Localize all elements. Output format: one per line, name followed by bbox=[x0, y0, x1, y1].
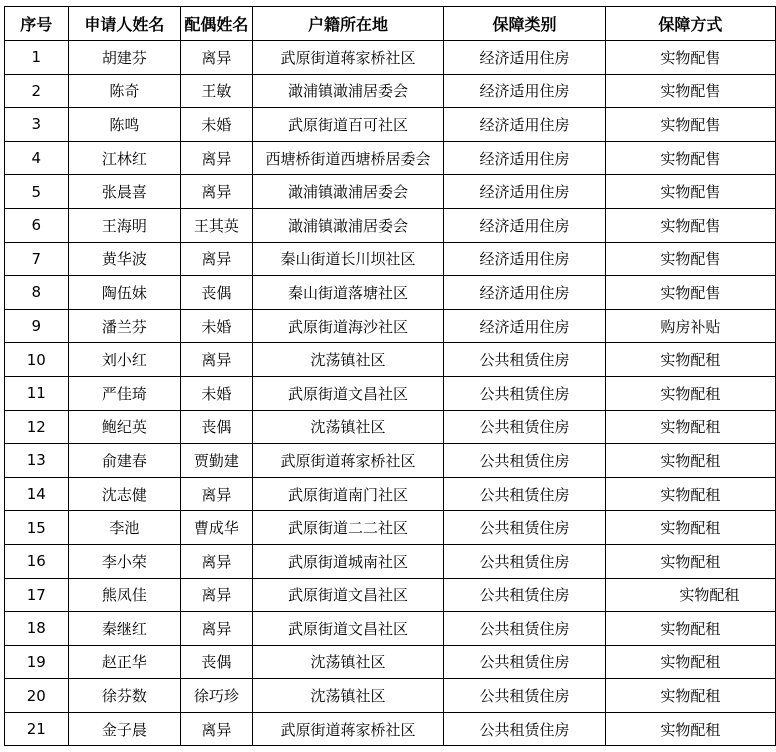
spouse-name-cell: 曹成华 bbox=[181, 511, 253, 545]
security-category-cell: 经济适用住房 bbox=[444, 242, 605, 276]
household-registration-cell: 秦山街道落塘社区 bbox=[252, 276, 444, 310]
applicant-name-cell: 赵正华 bbox=[68, 645, 180, 679]
security-method-cell: 实物配售 bbox=[605, 175, 775, 209]
header-serial-number: 序号 bbox=[5, 7, 69, 41]
security-category-cell: 经济适用住房 bbox=[444, 208, 605, 242]
spouse-name-cell: 离异 bbox=[181, 612, 253, 646]
applicant-name-cell: 徐芬数 bbox=[68, 679, 180, 713]
spouse-name-cell: 丧偶 bbox=[181, 645, 253, 679]
applicant-name-cell: 陈鸣 bbox=[68, 108, 180, 142]
serial-number-cell: 13 bbox=[5, 444, 69, 478]
table-row bbox=[5, 578, 776, 612]
spouse-name-cell: 离异 bbox=[181, 175, 253, 209]
security-category-cell: 公共租赁住房 bbox=[444, 612, 605, 646]
spouse-name-cell: 丧偶 bbox=[181, 276, 253, 310]
security-method-cell: 实物配售 bbox=[605, 74, 775, 108]
security-category-cell: 公共租赁住房 bbox=[444, 477, 605, 511]
spouse-name-cell: 离异 bbox=[181, 343, 253, 377]
serial-number-cell: 12 bbox=[5, 410, 69, 444]
security-category-cell: 公共租赁住房 bbox=[444, 544, 605, 578]
serial-number-cell: 11 bbox=[5, 376, 69, 410]
spouse-name-cell: 贾勤建 bbox=[181, 444, 253, 478]
header-security-category: 保障类别 bbox=[444, 7, 605, 41]
security-method-cell: 实物配租 bbox=[605, 612, 775, 646]
household-registration-cell: 沈荡镇社区 bbox=[252, 410, 444, 444]
household-registration-cell: 武原街道蒋家桥社区 bbox=[252, 712, 444, 746]
housing-applicant-table bbox=[4, 6, 776, 746]
table-row bbox=[5, 108, 776, 142]
spouse-name-cell: 王敏 bbox=[181, 74, 253, 108]
table-row bbox=[5, 544, 776, 578]
table-row bbox=[5, 343, 776, 377]
applicant-name-cell: 王海明 bbox=[68, 208, 180, 242]
spouse-name-cell: 王其英 bbox=[181, 208, 253, 242]
security-category-cell: 经济适用住房 bbox=[444, 74, 605, 108]
applicant-name-cell: 胡建芬 bbox=[68, 41, 180, 75]
applicant-name-cell: 俞建春 bbox=[68, 444, 180, 478]
security-method-cell: 实物配租 bbox=[605, 477, 775, 511]
security-category-cell: 公共租赁住房 bbox=[444, 343, 605, 377]
table-row bbox=[5, 41, 776, 75]
serial-number-cell: 9 bbox=[5, 309, 69, 343]
applicant-name-cell: 严佳琦 bbox=[68, 376, 180, 410]
table-row bbox=[5, 511, 776, 545]
table-row bbox=[5, 645, 776, 679]
serial-number-cell: 1 bbox=[5, 41, 69, 75]
security-method-cell: 实物配售 bbox=[605, 276, 775, 310]
household-registration-cell: 沈荡镇社区 bbox=[252, 645, 444, 679]
household-registration-cell: 武原街道海沙社区 bbox=[252, 309, 444, 343]
table-row bbox=[5, 444, 776, 478]
security-method-cell: 实物配售 bbox=[605, 208, 775, 242]
security-category-cell: 公共租赁住房 bbox=[444, 679, 605, 713]
table-row bbox=[5, 175, 776, 209]
household-registration-cell: 武原街道百可社区 bbox=[252, 108, 444, 142]
security-method-cell: 实物配租 bbox=[605, 511, 775, 545]
serial-number-cell: 6 bbox=[5, 208, 69, 242]
spouse-name-cell: 离异 bbox=[181, 712, 253, 746]
household-registration-cell: 武原街道蒋家桥社区 bbox=[252, 41, 444, 75]
security-category-cell: 经济适用住房 bbox=[444, 141, 605, 175]
household-registration-cell: 武原街道文昌社区 bbox=[252, 612, 444, 646]
security-category-cell: 公共租赁住房 bbox=[444, 712, 605, 746]
security-method-cell: 实物配售 bbox=[605, 108, 775, 142]
applicant-name-cell: 黄华波 bbox=[68, 242, 180, 276]
header-applicant-name: 申请人姓名 bbox=[68, 7, 180, 41]
security-method-cell: 实物配租 bbox=[605, 343, 775, 377]
applicant-name-cell: 金子晨 bbox=[68, 712, 180, 746]
table-row bbox=[5, 242, 776, 276]
household-registration-cell: 武原街道南门社区 bbox=[252, 477, 444, 511]
security-method-cell: 实物配租 bbox=[605, 645, 775, 679]
security-category-cell: 经济适用住房 bbox=[444, 41, 605, 75]
serial-number-cell: 7 bbox=[5, 242, 69, 276]
security-method-cell: 实物配租 bbox=[605, 544, 775, 578]
table-row bbox=[5, 208, 776, 242]
spouse-name-cell: 离异 bbox=[181, 578, 253, 612]
household-registration-cell: 西塘桥街道西塘桥居委会 bbox=[252, 141, 444, 175]
security-category-cell: 经济适用住房 bbox=[444, 108, 605, 142]
spouse-name-cell: 徐巧珍 bbox=[181, 679, 253, 713]
applicant-name-cell: 熊凤佳 bbox=[68, 578, 180, 612]
serial-number-cell: 21 bbox=[5, 712, 69, 746]
serial-number-cell: 18 bbox=[5, 612, 69, 646]
security-category-cell: 公共租赁住房 bbox=[444, 376, 605, 410]
serial-number-cell: 19 bbox=[5, 645, 69, 679]
applicant-name-cell: 江林红 bbox=[68, 141, 180, 175]
household-registration-cell: 武原街道城南社区 bbox=[252, 544, 444, 578]
table-row bbox=[5, 74, 776, 108]
security-category-cell: 公共租赁住房 bbox=[444, 511, 605, 545]
header-household-registration: 户籍所在地 bbox=[252, 7, 444, 41]
security-method-cell: 实物配售 bbox=[605, 242, 775, 276]
applicant-name-cell: 李池 bbox=[68, 511, 180, 545]
table-row bbox=[5, 309, 776, 343]
household-registration-cell: 澉浦镇澉浦居委会 bbox=[252, 74, 444, 108]
security-category-cell: 公共租赁住房 bbox=[444, 645, 605, 679]
applicant-name-cell: 潘兰芬 bbox=[68, 309, 180, 343]
security-method-cell: 实物配租 bbox=[605, 712, 775, 746]
serial-number-cell: 20 bbox=[5, 679, 69, 713]
serial-number-cell: 14 bbox=[5, 477, 69, 511]
header-spouse-name: 配偶姓名 bbox=[181, 7, 253, 41]
spouse-name-cell: 离异 bbox=[181, 544, 253, 578]
table-row bbox=[5, 376, 776, 410]
household-registration-cell: 武原街道文昌社区 bbox=[252, 578, 444, 612]
serial-number-cell: 8 bbox=[5, 276, 69, 310]
security-method-cell: 购房补贴 bbox=[605, 309, 775, 343]
table-row bbox=[5, 141, 776, 175]
security-method-cell: 实物配租 bbox=[605, 679, 775, 713]
table-row bbox=[5, 612, 776, 646]
table-row bbox=[5, 276, 776, 310]
spouse-name-cell: 离异 bbox=[181, 141, 253, 175]
applicant-name-cell: 秦继红 bbox=[68, 612, 180, 646]
security-category-cell: 经济适用住房 bbox=[444, 276, 605, 310]
spouse-name-cell: 离异 bbox=[181, 477, 253, 511]
spouse-name-cell: 未婚 bbox=[181, 108, 253, 142]
household-registration-cell: 澉浦镇澉浦居委会 bbox=[252, 208, 444, 242]
serial-number-cell: 17 bbox=[5, 578, 69, 612]
spouse-name-cell: 离异 bbox=[181, 41, 253, 75]
spouse-name-cell: 离异 bbox=[181, 242, 253, 276]
serial-number-cell: 15 bbox=[5, 511, 69, 545]
spouse-name-cell: 未婚 bbox=[181, 376, 253, 410]
header-security-method: 保障方式 bbox=[605, 7, 775, 41]
applicant-name-cell: 刘小红 bbox=[68, 343, 180, 377]
household-registration-cell: 澉浦镇澉浦居委会 bbox=[252, 175, 444, 209]
household-registration-cell: 武原街道文昌社区 bbox=[252, 376, 444, 410]
table-row bbox=[5, 679, 776, 713]
security-method-cell: 实物配售 bbox=[605, 41, 775, 75]
household-registration-cell: 武原街道二二社区 bbox=[252, 511, 444, 545]
serial-number-cell: 5 bbox=[5, 175, 69, 209]
applicant-name-cell: 张晨喜 bbox=[68, 175, 180, 209]
security-category-cell: 经济适用住房 bbox=[444, 175, 605, 209]
applicant-name-cell: 陶伍妹 bbox=[68, 276, 180, 310]
security-category-cell: 经济适用住房 bbox=[444, 309, 605, 343]
spouse-name-cell: 未婚 bbox=[181, 309, 253, 343]
table-row bbox=[5, 477, 776, 511]
household-registration-cell: 沈荡镇社区 bbox=[252, 343, 444, 377]
serial-number-cell: 2 bbox=[5, 74, 69, 108]
serial-number-cell: 10 bbox=[5, 343, 69, 377]
security-method-cell: 实物配租 bbox=[605, 444, 775, 478]
applicant-name-cell: 李小荣 bbox=[68, 544, 180, 578]
applicant-name-cell: 沈志健 bbox=[68, 477, 180, 511]
serial-number-cell: 4 bbox=[5, 141, 69, 175]
table-row bbox=[5, 410, 776, 444]
serial-number-cell: 3 bbox=[5, 108, 69, 142]
security-method-cell: 实物配租 bbox=[605, 376, 775, 410]
header-row bbox=[5, 7, 776, 41]
security-method-cell: 实物配租 bbox=[605, 578, 775, 612]
household-registration-cell: 武原街道蒋家桥社区 bbox=[252, 444, 444, 478]
serial-number-cell: 16 bbox=[5, 544, 69, 578]
applicant-name-cell: 陈奇 bbox=[68, 74, 180, 108]
security-category-cell: 公共租赁住房 bbox=[444, 578, 605, 612]
household-registration-cell: 秦山街道长川坝社区 bbox=[252, 242, 444, 276]
security-method-cell: 实物配售 bbox=[605, 141, 775, 175]
household-registration-cell: 沈荡镇社区 bbox=[252, 679, 444, 713]
security-category-cell: 公共租赁住房 bbox=[444, 444, 605, 478]
security-category-cell: 公共租赁住房 bbox=[444, 410, 605, 444]
security-method-cell: 实物配租 bbox=[605, 410, 775, 444]
table-row bbox=[5, 712, 776, 746]
spouse-name-cell: 丧偶 bbox=[181, 410, 253, 444]
applicant-name-cell: 鲍纪英 bbox=[68, 410, 180, 444]
